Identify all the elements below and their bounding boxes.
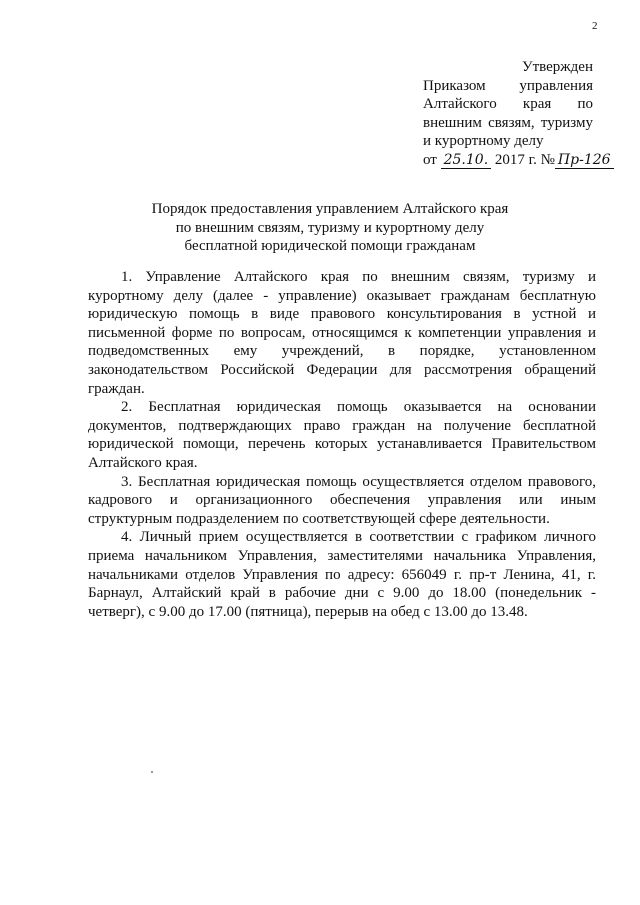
approval-block — [423, 58, 611, 169]
order-year: 2017 г. № — [494, 151, 555, 168]
handwritten-date: 25.10. — [441, 153, 492, 169]
paragraph-3: 3. Бесплатная юридическая помощь осуществляется отделом правового, кадрового и организационного обеспечения управления или иным структурным подразделением по соответствующей сфере деятельности. — [88, 473, 596, 527]
handwritten-order-number: Пр-126 — [555, 153, 614, 169]
page-number: 2 — [592, 20, 598, 32]
approval-date-line — [423, 151, 611, 170]
paragraph-4: 4. Личный прием осуществляется в соответствии с графиком личного приема начальником Управления, заместителями начальника Управления, начальниками отделов Управления по адресу: 656049 г. пр-т Ленина, 41, г. Барнаул, Алтайский край в рабочие дни с 9.00 до 18.00 (понедельник - четверг), с 9.00 до 17.00 (пятница), перерыв на обед с 13.00 до 13.48. — [88, 529, 596, 620]
approval-heading: Утвержден — [521, 59, 593, 75]
document-title — [60, 200, 600, 256]
document-body — [88, 268, 596, 621]
paragraph-1: 1. Управление Алтайского края по внешним связям, туризму и курортному делу (далее - управление) оказывает гражданам бесплатную юридическую помощь в виде правового консультирования в устной и письменной форме по вопросам, относящимся к компетенции управления и подведомственных ему учреждений, в порядке, установленном законодательством Российской Федерации для рассмотрения обращений граждан. — [88, 269, 596, 397]
title-line-1: Порядок предоставления управлением Алтайского края — [151, 201, 509, 217]
title-line-2: по внешним связям, туризму и курортному делу — [175, 219, 485, 236]
title-line-3: бесплатной юридической помощи гражданам — [184, 238, 476, 254]
approval-order-line: Приказом управления Алтайского края по — [423, 77, 593, 112]
paragraph-2: 2. Бесплатная юридическая помощь оказывается на основании документов, подтверждающих право граждан на получение бесплатной юридической помощи, перечень которых устанавливается Правительством Алтайского края. — [88, 399, 596, 471]
approval-line-3: и курортному делу — [423, 133, 544, 149]
scan-speck — [151, 771, 153, 773]
approval-line-2: внешним связям, туризму — [423, 114, 593, 131]
date-prefix: от — [423, 151, 437, 168]
